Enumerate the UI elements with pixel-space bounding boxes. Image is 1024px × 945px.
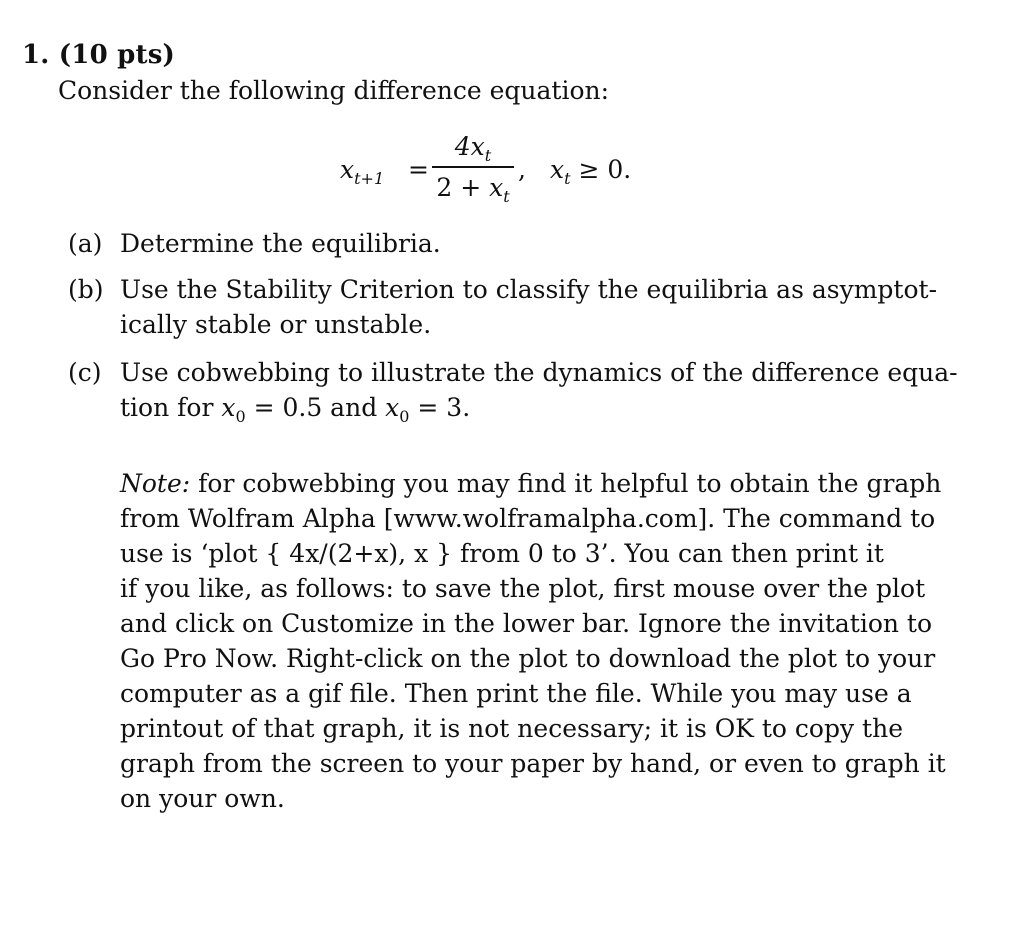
part-c-line-2-middle: = 0.5 and xyxy=(245,393,386,422)
equation-lhs-variable: x xyxy=(340,155,355,184)
note-paragraph xyxy=(120,466,946,816)
note-line: printout of that graph, it is not necessary; it is OK to copy the xyxy=(120,714,903,743)
part-a-label: (a) xyxy=(68,229,103,258)
part-b-line: Use the Stability Criterion to classify the equilibria as asymptot- xyxy=(120,275,938,304)
note-line: use is ‘plot { 4x/(2+x), x } from 0 to 3’. You can then print it xyxy=(120,539,884,568)
fraction-bar xyxy=(432,166,514,168)
equation-fraction xyxy=(432,130,514,205)
equation-equals: = xyxy=(408,155,429,184)
part-b-text xyxy=(120,272,938,342)
part-c-text xyxy=(120,355,958,428)
x0-subscript: 0 xyxy=(235,407,246,426)
numerator-text: 4x xyxy=(454,132,485,161)
x0-variable: x xyxy=(221,393,236,422)
note-line: Go Pro Now. Right-click on the plot to download the plot to your xyxy=(120,644,936,673)
part-c-label: (c) xyxy=(68,358,102,387)
note-line: computer as a gif file. Then print the file. While you may use a xyxy=(120,679,912,708)
note-line xyxy=(120,466,940,501)
note-line: if you like, as follows: to save the plot, first mouse over the plot xyxy=(120,574,926,603)
equation-constraint xyxy=(550,155,632,188)
note-line: on your own. xyxy=(120,784,285,813)
problem-header: 1. (10 pts) xyxy=(22,40,176,70)
denominator-variable: x xyxy=(489,172,504,202)
note-label: Note: xyxy=(120,469,191,498)
equation-numerator xyxy=(432,130,514,164)
x0-variable: x xyxy=(385,393,400,422)
numerator-subscript: t xyxy=(484,146,492,165)
equation-comma: , xyxy=(518,155,526,184)
part-a-text xyxy=(120,226,928,261)
part-c-line-2-start: tion for xyxy=(120,393,222,422)
equation-lhs-subscript: t+1 xyxy=(354,169,385,188)
part-b-label: (b) xyxy=(68,275,104,304)
part-c-line-2 xyxy=(120,390,928,428)
constraint-subscript: t xyxy=(564,169,571,188)
denominator-prefix: 2 + xyxy=(436,172,490,202)
note-first-line-text: for cobwebbing you may find it helpful to obtain the graph xyxy=(190,469,942,498)
part-c-line-2-end: = 3. xyxy=(409,393,471,422)
part-c-line-1: Use cobwebbing to illustrate the dynamics of the difference equa- xyxy=(120,358,958,387)
part-b-line: ically stable or unstable. xyxy=(120,310,432,339)
denominator-subscript: t xyxy=(503,186,510,206)
note-line: graph from the screen to your paper by hand, or even to graph it xyxy=(120,749,946,778)
difference-equation xyxy=(340,130,760,210)
constraint-rest: ≥ 0. xyxy=(570,155,632,184)
part-a-line: Determine the equilibria. xyxy=(120,229,441,258)
equation-denominator xyxy=(432,171,514,205)
note-line: and click on Customize in the lower bar. Ignore the invitation to xyxy=(120,609,933,638)
equation-lhs xyxy=(340,155,385,188)
problem-intro: Consider the following difference equation: xyxy=(58,76,610,105)
x0-subscript: 0 xyxy=(399,407,410,426)
constraint-variable: x xyxy=(550,155,565,184)
note-line: from Wolfram Alpha [www.wolframalpha.com]. The command to xyxy=(120,504,936,533)
